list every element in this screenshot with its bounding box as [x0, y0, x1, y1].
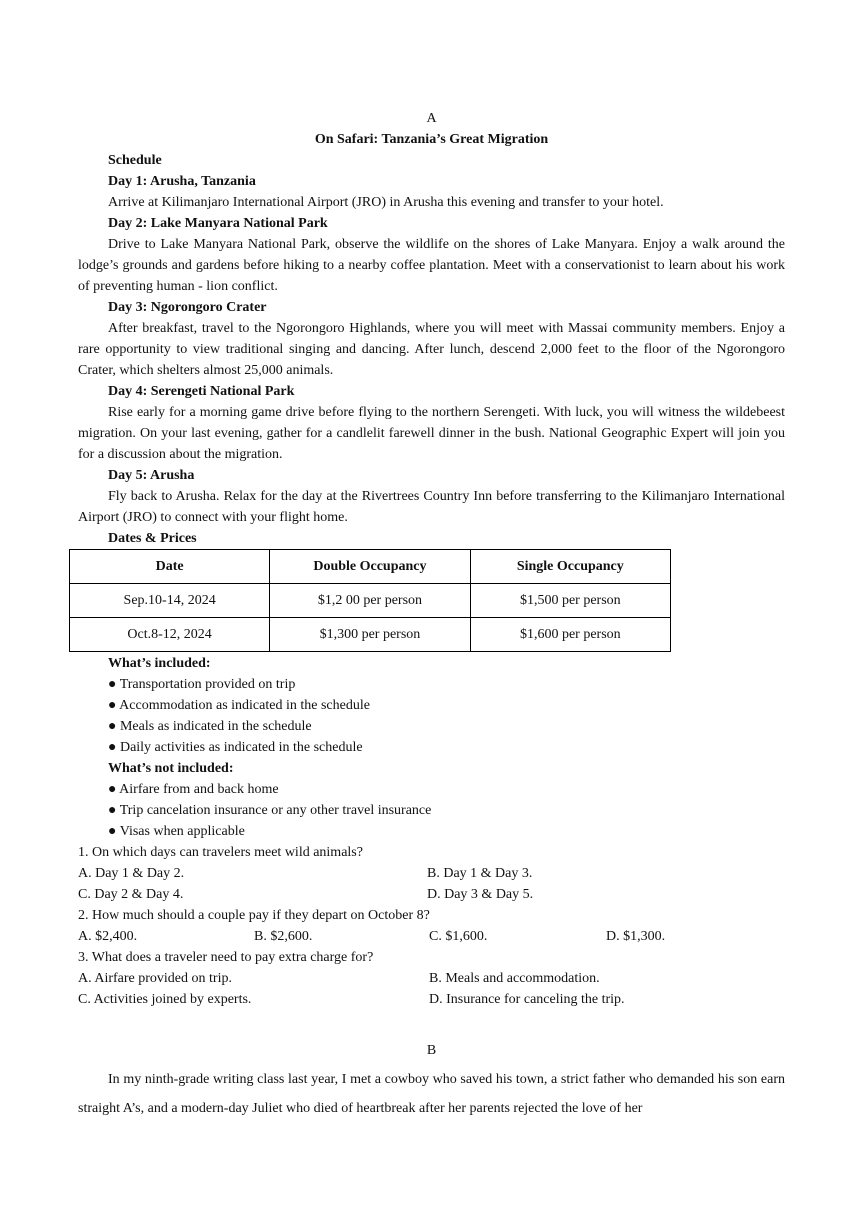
- list-item: ● Transportation provided on trip: [108, 677, 296, 692]
- option-d: D. Insurance for canceling the trip.: [429, 992, 625, 1007]
- day-2-text: Drive to Lake Manyara National Park, observe the wildlife on the shores of Lake Manyara. Enjoy a walk around the lodge’s grounds and gardens before hiking to a nearby coffee plantation. Meet with a conservationist to learn about his work of preventing human - lion conflict.: [78, 237, 785, 294]
- question-2-options-row: [78, 926, 785, 947]
- day-4-heading: Day 4: Serengeti National Park: [108, 384, 295, 399]
- prices-table: [69, 549, 671, 652]
- question-1-options-row-1: [78, 863, 785, 884]
- list-item: ● Meals as indicated in the schedule: [108, 719, 312, 734]
- table-header-cell: Date: [70, 550, 270, 584]
- option-c: C. Activities joined by experts.: [78, 992, 252, 1007]
- not-included-label: What’s not included:: [108, 761, 234, 776]
- option-a: A. Day 1 & Day 2.: [78, 866, 185, 881]
- day-5-text: Fly back to Arusha. Relax for the day at the Rivertrees Country Inn before transferring to the Kilimanjaro International Airport (JRO) to connect with your flight home.: [78, 489, 785, 525]
- question-2: 2. How much should a couple pay if they depart on October 8?: [78, 908, 430, 923]
- option-b: B. Meals and accommodation.: [429, 971, 600, 986]
- section-b-letter: B: [426, 1043, 437, 1058]
- day-2-heading: Day 2: Lake Manyara National Park: [108, 216, 328, 231]
- list-item: ● Accommodation as indicated in the schedule: [108, 698, 370, 713]
- option-a: A. $2,400.: [78, 929, 138, 944]
- day-3-heading: Day 3: Ngorongoro Crater: [108, 300, 267, 315]
- day-5-heading: Day 5: Arusha: [108, 468, 195, 483]
- table-cell: $1,300 per person: [270, 618, 470, 652]
- option-b: B. $2,600.: [254, 929, 313, 944]
- option-c: C. Day 2 & Day 4.: [78, 887, 184, 902]
- question-3: 3. What does a traveler need to pay extra charge for?: [78, 950, 374, 965]
- option-d: D. Day 3 & Day 5.: [427, 887, 534, 902]
- section-a-letter: A: [426, 111, 437, 126]
- option-d: D. $1,300.: [606, 929, 666, 944]
- table-row: [70, 584, 671, 618]
- question-1: 1. On which days can travelers meet wild animals?: [78, 845, 363, 860]
- list-item: ● Daily activities as indicated in the schedule: [108, 740, 363, 755]
- section-b-text: In my ninth-grade writing class last year, I met a cowboy who saved his town, a strict father who demanded his son earn straight A’s, and a modern-day Juliet who died of heartbreak after her parents rejected the love of her: [78, 1072, 785, 1116]
- option-a: A. Airfare provided on trip.: [78, 971, 232, 986]
- day-3-text: After breakfast, travel to the Ngorongoro Highlands, where you will meet with Massai community members. Enjoy a rare opportunity to view traditional singing and dancing. After lunch, descend 2,000 feet to the floor of the Ngorongoro Crater, which shelters almost 25,000 animals.: [78, 321, 785, 378]
- list-item: ● Visas when applicable: [108, 824, 245, 839]
- day-1-heading: Day 1: Arusha, Tanzania: [108, 174, 256, 189]
- table-header-row: [70, 550, 671, 584]
- table-cell: Sep.10-14, 2024: [70, 584, 270, 618]
- question-1-options-row-2: [78, 884, 785, 905]
- table-cell: $1,500 per person: [470, 584, 670, 618]
- table-row: [70, 618, 671, 652]
- dates-prices-label: Dates & Prices: [108, 531, 197, 546]
- option-c: C. $1,600.: [429, 929, 488, 944]
- included-label: What’s included:: [108, 656, 211, 671]
- table-header-cell: Double Occupancy: [270, 550, 470, 584]
- table-cell: Oct.8-12, 2024: [70, 618, 270, 652]
- list-item: ● Trip cancelation insurance or any other travel insurance: [108, 803, 432, 818]
- document-page: [78, 108, 785, 1123]
- schedule-label: Schedule: [108, 153, 162, 168]
- day-1-text: Arrive at Kilimanjaro International Airport (JRO) in Arusha this evening and transfer to your hotel.: [108, 195, 664, 210]
- question-3-options-row-1: [78, 968, 785, 989]
- table-header-cell: Single Occupancy: [470, 550, 670, 584]
- list-item: ● Airfare from and back home: [108, 782, 279, 797]
- question-3-options-row-2: [78, 989, 785, 1010]
- table-cell: $1,600 per person: [470, 618, 670, 652]
- passage-title: On Safari: Tanzania’s Great Migration: [314, 132, 549, 147]
- table-cell: $1,2 00 per person: [270, 584, 470, 618]
- day-4-text: Rise early for a morning game drive before flying to the northern Serengeti. With luck, you will witness the wildebeest migration. On your last evening, gather for a candlelit farewell dinner in the bush. National Geographic Expert will join you for a discussion about the migration.: [78, 405, 785, 462]
- option-b: B. Day 1 & Day 3.: [427, 866, 533, 881]
